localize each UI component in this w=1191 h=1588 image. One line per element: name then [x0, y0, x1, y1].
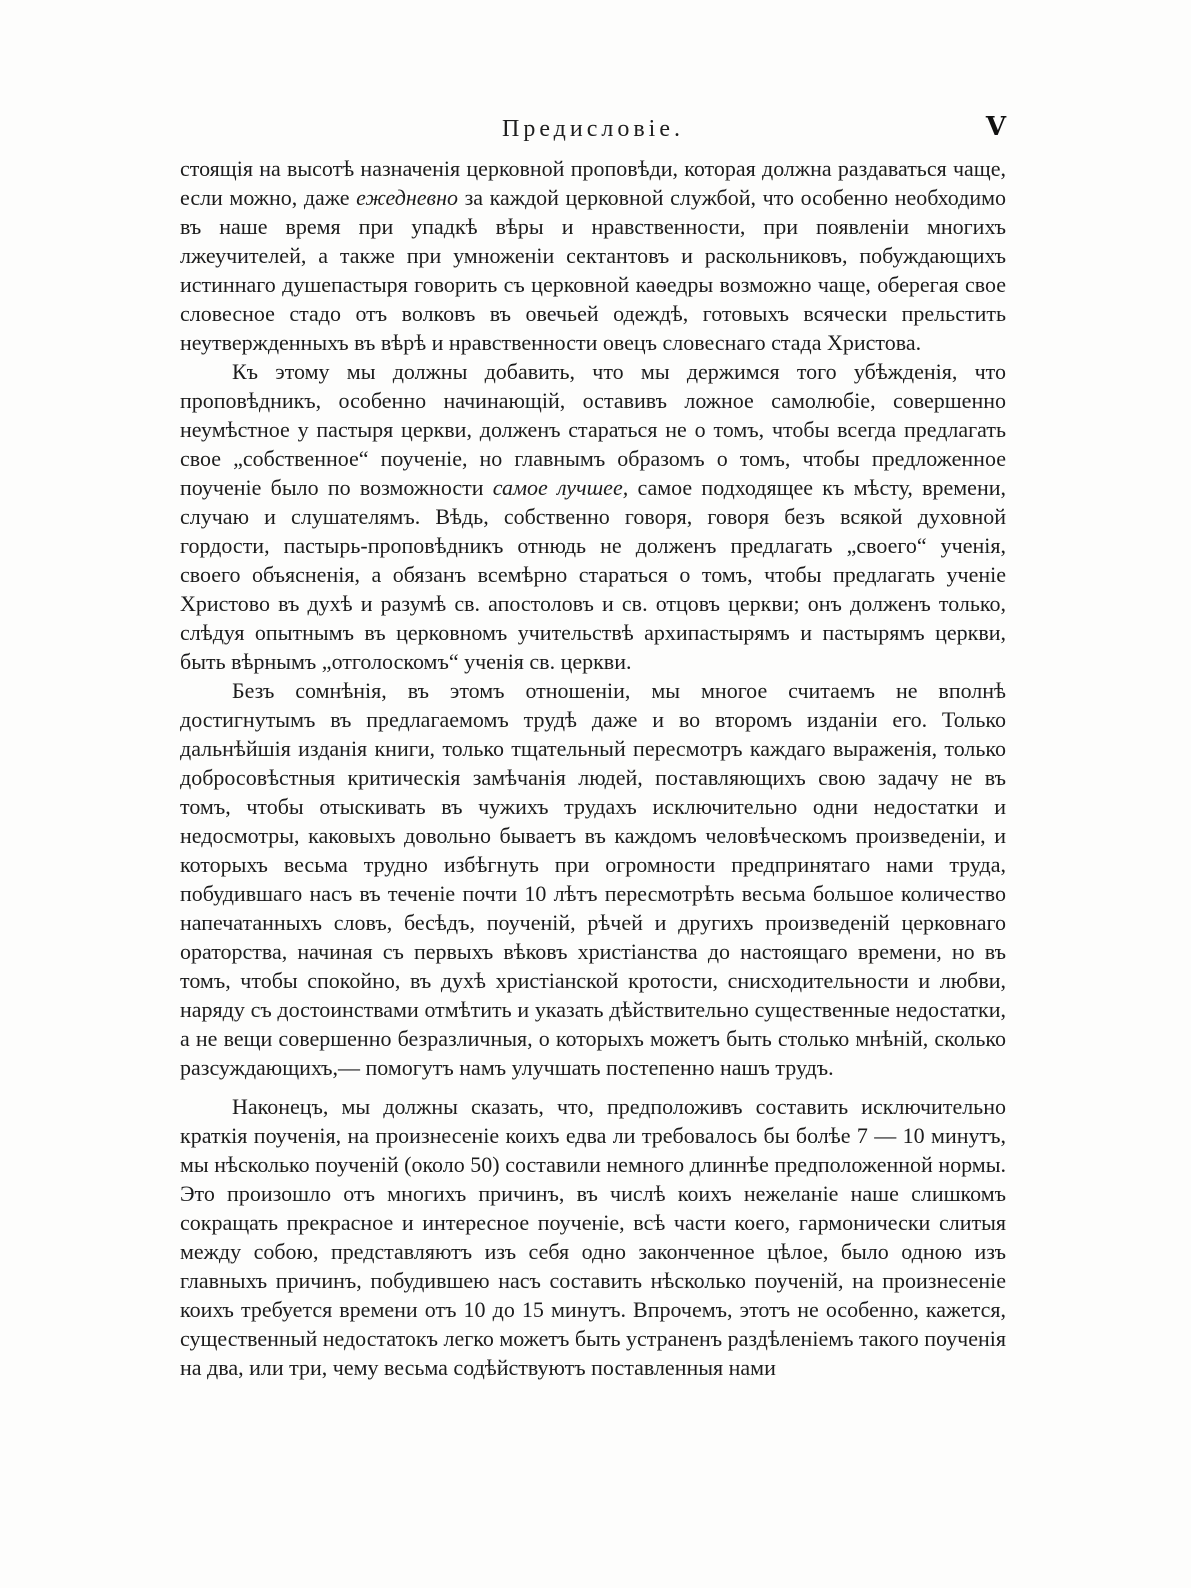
- paragraph-text: Къ этому мы должны добавить, что мы держимся того убѣжденія, что проповѣдникъ, особенно начинающій, оставивъ ложное самолюбіе, совершенно неумѣстное у пастыря церкви, долженъ стараться не о томъ, чтобы всегда предлагать свое „собственное“ поученіе, но главнымъ образомъ о томъ, чтобы предложенное поученіе было по возможности: [180, 359, 1006, 500]
- paragraph-2: [180, 357, 1006, 676]
- paragraph-text: стоящія на высотѣ назначенія церковной проповѣди, которая должна раздаваться чаще, если можно, даже: [180, 156, 1006, 210]
- paragraph-text: за каждой церковной службой, что особенно необходимо въ наше время при упадкѣ вѣры и нравственности, при появленіи многихъ лжеучителей, а также при умноженіи сектантовъ и раскольниковъ, побуждающихъ истиннаго душепастыря говорить съ церковной каѳедры возможно чаще, оберегая свое словесное стадо отъ волковъ въ овечьей одеждѣ, готовыхъ всячески прельстить неутвержденныхъ въ вѣрѣ и нравственности овецъ словеснаго стада Христова.: [180, 185, 1007, 355]
- paragraph-1: [180, 154, 1006, 357]
- page-number: V: [985, 112, 1006, 142]
- paragraph-4: [180, 1092, 1006, 1382]
- paragraph-text: Наконецъ, мы должны сказать, что, предположивъ составить исключительно краткія поученія, на произнесеніе коихъ едва ли требовалось бы болѣе 7 — 10 минутъ, мы нѣсколько поученій (около 50) составили немного длиннѣе предположенной нормы. Это произошло отъ многихъ причинъ, въ числѣ коихъ нежеланіе наше слишкомъ сокращать прекрасное и интересное поученіе, всѣ части коего, гармонически слитыя между собою, представляютъ изъ себя одно законченное цѣлое, было одною изъ главныхъ причинъ, побудившею насъ составить нѣсколько поученій, на произнесеніе коихъ требуется времени отъ 10 до 15 минутъ. Впрочемъ, этотъ не особенно, кажется, существенный недостатокъ легко можетъ быть устраненъ раздѣленіемъ такого поученія на два, или три, чему весьма содѣйствуютъ поставленныя нами: [180, 1094, 1006, 1380]
- page-header: [180, 112, 1006, 148]
- body-text: [180, 154, 1006, 1382]
- paragraph-text: Безъ сомнѣнія, въ этомъ отношеніи, мы многое считаемъ не вполнѣ достигнутымъ въ предлагаемомъ трудѣ даже и во второмъ изданіи его. Только дальнѣйшія изданія книги, только тщательный пересмотръ каждаго выраженія, только добросовѣстныя критическія замѣчанія людей, поставляющихъ свою задачу не въ томъ, чтобы отыскивать въ чужихъ трудахъ исключительно одни недостатки и недосмотры, каковыхъ довольно бываетъ въ каждомъ человѣческомъ произведеніи, и которыхъ весьма трудно избѣгнуть при огромности предпринятаго нами труда, побудившаго насъ въ теченіе почти 10 лѣтъ пересмотрѣть весьма большое количество напечатанныхъ словъ, бесѣдъ, поученій, рѣчей и другихъ произведеній церковнаго ораторства, начиная съ первыхъ вѣковъ христіанства до настоящаго времени, но въ томъ, чтобы спокойно, въ духѣ христіанской кротости, снисходительности и любви, наряду съ достоинствами отмѣтить и указать дѣйствительно существенные недостатки, а не вещи совершенно безразличныя, о которыхъ можетъ быть столько мнѣній, сколько разсуждающихъ,— помогутъ намъ улучшать постепенно нашъ трудъ.: [180, 678, 1006, 1080]
- paragraph-text: самое подходящее къ мѣсту, времени, случаю и слушателямъ. Вѣдь, собственно говоря, говоря безъ всякой духовной гордости, пастырь-проповѣдникъ отнюдь не долженъ предлагать „своего“ ученія, своего объясненія, а обязанъ всемѣрно стараться о томъ, чтобы предлагать ученіе Христово въ духѣ и разумѣ св. апостоловъ и св. отцовъ церкви; онъ долженъ только, слѣдуя опытнымъ въ церковномъ учительствѣ архипастырямъ и пастырямъ церкви, быть вѣрнымъ „отголоскомъ“ ученія св. церкви.: [180, 475, 1006, 674]
- paragraph-3: [180, 676, 1006, 1082]
- emphasis-text: ежедневно: [356, 185, 458, 210]
- running-title: Предисловіе.: [501, 116, 684, 142]
- emphasis-text: самое лучшее,: [492, 475, 629, 500]
